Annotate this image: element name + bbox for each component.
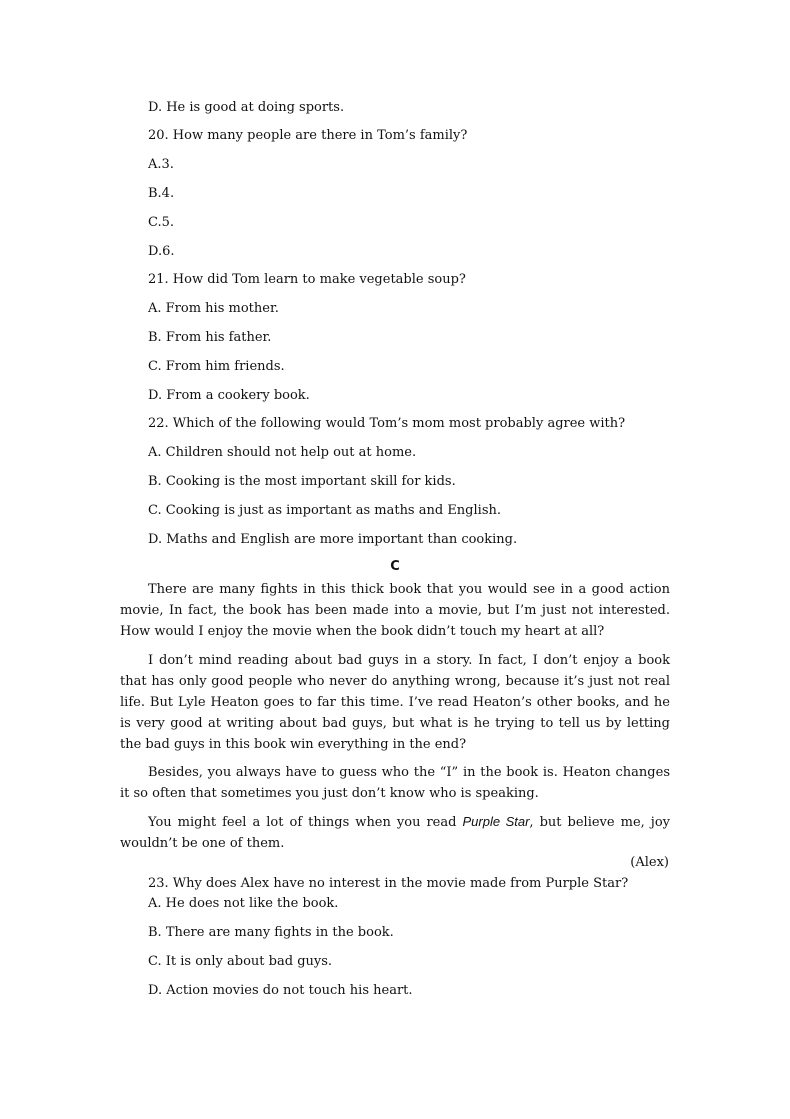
q23-option-c: C. It is only about bad guys. [148,954,333,969]
passage-paragraph-1-text: There are many fights in this thick book that you would see in a good action movie, In fact, the book has been made into a movie, but I’m just not interested. How would I enjoy the movie when the book didn’t touch my heart at all? [120,582,670,639]
passage-paragraph-4 [120,811,670,854]
passage-paragraph-2-text: I don’t mind reading about bad guys in a story. In fact, I don’t enjoy a book that has only good people who never do anything wrong, because it’s just not real life. But Lyle Heaton goes to far this time. I’ve read Heaton’s other books, and he is very good at writing about bad guys, but what is he trying to tell us by letting the bad guys in this book win everything in the end? [120,653,670,752]
paragraph-4-tail: , but believe me, joy wouldn’t be one of them. [120,815,670,851]
q21-stem: 21. How did Tom learn to make vegetable soup? [148,272,466,287]
q21-option-c: C. From him friends. [148,359,285,374]
q20-option-b: B.4. [148,186,175,201]
q22-option-d: D. Maths and English are more important than cooking. [148,532,518,547]
q22-stem: 22. Which of the following would Tom’s mom most probably agree with? [148,416,626,431]
passage-paragraph-4-text [120,811,670,854]
q23-stem: 23. Why does Alex have no interest in the movie made from Purple Star? [148,876,629,891]
q20-option-d: D.6. [148,244,175,259]
q20-stem: 20. How many people are there in Tom’s family? [148,128,468,143]
book-title-purple-star: Purple Star [462,814,530,829]
passage-paragraph-1 [120,579,670,642]
q22-option-b: B. Cooking is the most important skill for kids. [148,474,456,489]
q20-option-a: A.3. [148,157,174,172]
passage-paragraph-3 [120,762,670,804]
q23-option-d: D. Action movies do not touch his heart. [148,983,413,998]
q22-option-c: C. Cooking is just as important as maths and English. [148,503,501,518]
q21-option-d: D. From a cookery book. [148,388,310,403]
q21-option-b: B. From his father. [148,330,272,345]
author-signature: (Alex) [630,855,669,870]
q22-option-a: A. Children should not help out at home. [148,445,417,460]
q19-option-d: D. He is good at doing sports. [148,100,345,115]
q20-option-c: C.5. [148,215,175,230]
q23-option-b: B. There are many fights in the book. [148,925,394,940]
passage-paragraph-3-text: Besides, you always have to guess who the “I” in the book is. Heaton changes it so often that sometimes you just don’t know who is speaking. [120,765,670,801]
q23-option-a: A. He does not like the book. [148,896,339,911]
paragraph-4-lead: You might feel a lot of things when you read [148,815,463,830]
q21-option-a: A. From his mother. [148,301,279,316]
passage-paragraph-2 [120,650,670,755]
section-heading: C [390,559,400,574]
